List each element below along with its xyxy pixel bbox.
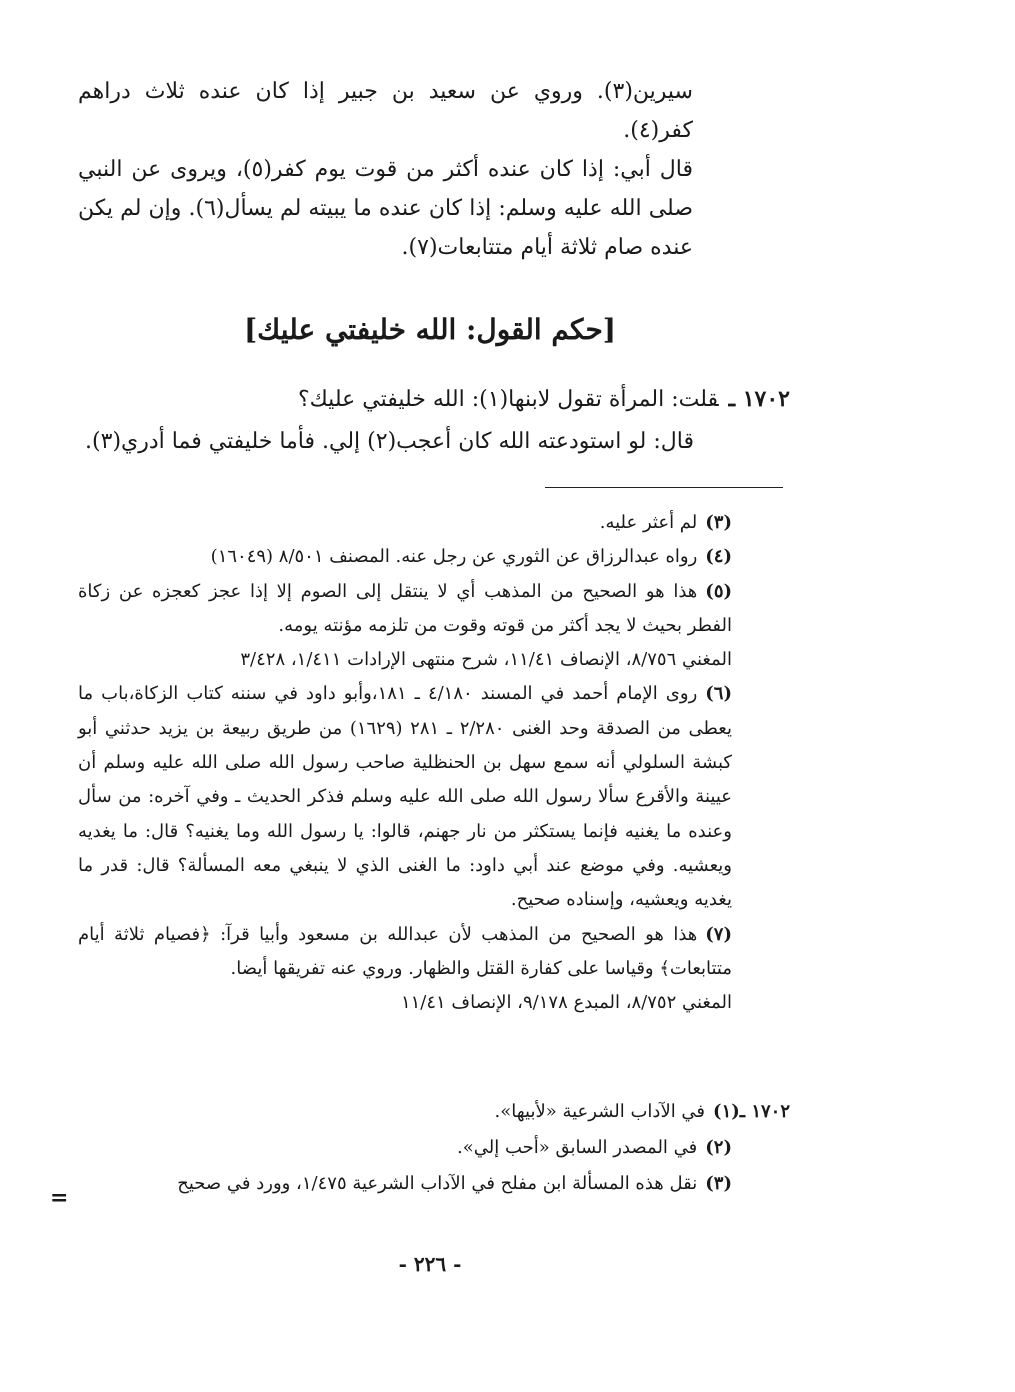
main-paragraph-2: قال أبي: إذا كان عنده أكثر من قوت يوم كفر(٥)، ويروى عن النبي صلى الله عليه وسلم: إذا كان عنده ما يبيته لم يسأل(٦). وإن لم يكن عنده صام ثلاثة أيام متتابعات(٧).	[78, 157, 694, 260]
continuation-mark: =	[50, 1185, 69, 1211]
footnote-number: (١)	[713, 1101, 740, 1122]
footnote-separator	[545, 487, 783, 488]
main-paragraph-1: سيرين(٣). وروي عن سعيد بن جبير إذا كان عنده ثلاث دراهم كفر(٤).	[78, 79, 693, 143]
answer-text: قال: لو استودعته الله كان أعجب(٢) إلي. فأما خليفتي فما أدري(٣).	[85, 429, 694, 454]
issue-footnote-2	[78, 1130, 790, 1166]
issue-footnote-1	[78, 1094, 790, 1130]
footnote-number: (٢)	[705, 1137, 732, 1158]
footnote-text: لم أعثر عليه.	[599, 512, 698, 533]
footnote-number: (٣)	[705, 512, 732, 533]
footnote-text: رواه عبدالرزاق عن الثوري عن رجل عنه. المصنف ٨/٥٠١ (١٦٠٤٩)	[210, 546, 698, 568]
footnote-text: روى الإمام أحمد في المسند ٤/١٨٠ ـ ١٨١،وأبو داود في سننه كتاب الزكاة،باب ما يعطى من الصدقة وحد الغنى ٢/٢٨٠ ـ ٢٨١ (١٦٢٩) من طريق ربيعة بن يزيد حدثني أبو كبشة السلولي أنه سمع سهل بن الحنظلية صاحب رسول الله صلى الله عليه وسلم أن عيينة والأقرع سألا رسول الله صلى الله عليه وسلم فذكر الحديث ـ وفي آخره: من سأل وعنده ما يغنيه فإنما يستكثر من نار جهنم، قالوا: يا رسول الله وما يغنيه؟ قال: ما يغديه ويعشيه. وفي موضع عند أبي داود: ما الغنى الذي لا ينبغي معه المسألة؟ قال: قدر ما يغديه ويعشيه، وإسناده صحيح.	[78, 683, 732, 911]
issue-1702-footnotes	[78, 1094, 790, 1202]
issue-1702	[78, 378, 790, 463]
footnote-text: في المصدر السابق «أحب إلي».	[457, 1137, 698, 1158]
question-row	[78, 378, 790, 421]
footnote-4	[78, 540, 732, 574]
footnote-number: (٤)	[705, 546, 732, 568]
section-heading: [حكم القول: الله خليفتي عليك]	[243, 313, 617, 346]
footnote-5-references	[78, 643, 732, 677]
footnote-number: (٧)	[705, 923, 732, 945]
footnote-text: هذا هو الصحيح من المذهب لأن عبدالله بن مسعود وأبيا قرآ: ﴿فصيام ثلاثة أيام متتابعات﴾ وقياسا على كفارة القتل والظهار. وروي عنه تفريقها أيضا.	[78, 923, 732, 979]
footnote-3	[78, 506, 732, 540]
question-text: قلت: المرأة تقول لابنها(١): الله خليفتي عليك؟	[297, 387, 719, 412]
footnote-text: هذا هو الصحيح من المذهب أي لا ينتقل إلى الصوم إلا إذا عجز كعجزه عن زكاة الفطر بحيث لا يجد أكثر من قوته وقوت من تلزمه مؤنته يومه.	[78, 580, 732, 636]
footnote-number: (٥)	[705, 580, 733, 602]
page-number: - ٢٢٦ -	[398, 1252, 462, 1276]
answer-row	[78, 421, 790, 463]
main-text	[78, 72, 693, 267]
footnote-number: (٦)	[705, 683, 732, 705]
footnote-group-number: ١٧٠٢ ـ	[739, 1101, 790, 1122]
issue-footnote-3	[78, 1166, 790, 1202]
footnote-text: المغني ٨/٧٥٢، المبدع ٩/١٧٨، الإنصاف ١١/٤١	[400, 992, 732, 1014]
footnote-text: في الآداب الشرعية «لأبيها».	[494, 1101, 706, 1122]
footnote-text: نقل هذه المسألة ابن مفلح في الآداب الشرعية ١/٤٧٥، وورد في صحيح	[177, 1173, 698, 1194]
footnotes	[78, 506, 732, 1020]
footnote-text: المغني ٨/٧٥٦، الإنصاف ١١/٤١، شرح منتهى الإرادات ١/٤١١، ٣/٤٢٨	[240, 649, 732, 671]
footnote-number: (٣)	[705, 1173, 732, 1194]
footnote-6	[78, 677, 732, 917]
footnote-7-references	[78, 986, 732, 1020]
footnote-7	[78, 918, 732, 987]
footnote-5	[78, 575, 732, 644]
issue-number: ١٧٠٢ ـ	[728, 386, 790, 412]
